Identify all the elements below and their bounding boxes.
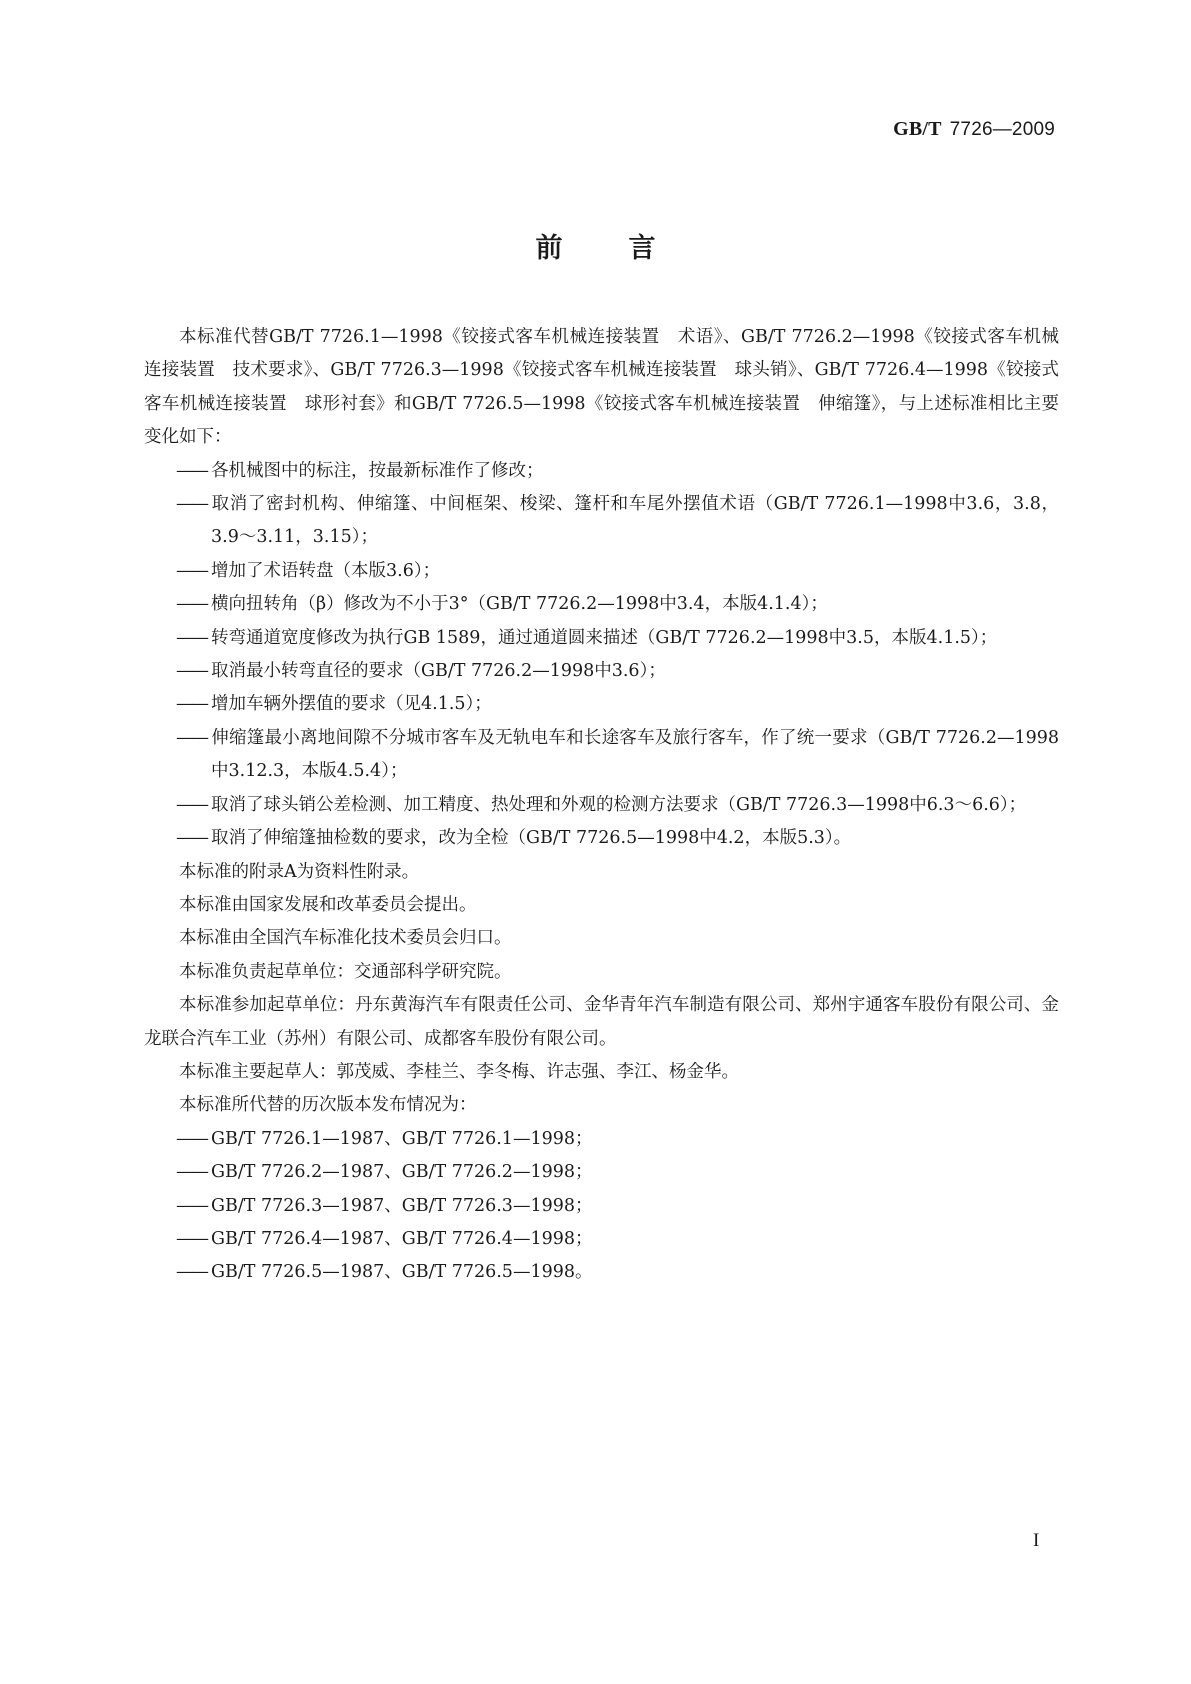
history-intro: 本标准所代替的历次版本发布情况为： xyxy=(179,1095,477,1116)
history-text: GB/T 7726.1—1987、GB/T 7726.1—1998； xyxy=(211,1128,593,1149)
history-item xyxy=(144,1256,1059,1289)
history-item xyxy=(144,1190,1059,1223)
change-text: 各机械图中的标注，按最新标准作了修改； xyxy=(211,460,544,481)
page-title xyxy=(0,226,1191,265)
dash-marker: —— xyxy=(176,828,207,849)
change-item xyxy=(144,789,1059,822)
change-text: 转弯通道宽度修改为执行GB 1589，通过通道圆来描述（GB/T 7726.2—1998中3.5，本版4.1.5）； xyxy=(211,627,998,648)
history-item xyxy=(144,1156,1059,1189)
dash-marker: —— xyxy=(176,1128,207,1149)
change-text: 伸缩篷最小离地间隙不分城市客车及无轨电车和长途客车及旅行客车，作了统一要求（GB/T 7726.2—1998中3.12.3，本版4.5.4）； xyxy=(211,727,1059,782)
change-item xyxy=(144,555,1059,588)
dash-marker: —— xyxy=(176,1262,207,1283)
title-char-1: 前 xyxy=(535,233,563,264)
dash-marker: —— xyxy=(176,1228,207,1249)
history-text: GB/T 7726.2—1987、GB/T 7726.2—1998； xyxy=(211,1162,593,1183)
proposer-statement: 本标准由国家发展和改革委员会提出。 xyxy=(179,894,477,915)
standard-number: 7726—2009 xyxy=(949,119,1055,140)
change-item xyxy=(144,588,1059,621)
change-text: 增加了术语转盘（本版3.6）； xyxy=(211,560,441,581)
history-item xyxy=(144,1123,1059,1156)
change-text: 增加车辆外摆值的要求（见4.1.5）； xyxy=(211,694,492,715)
dash-marker: —— xyxy=(176,460,207,481)
changes-list xyxy=(144,455,1059,856)
change-item xyxy=(144,455,1059,488)
participating-drafters-statement: 本标准参加起草单位：丹东黄海汽车有限责任公司、金华青年汽车制造有限公司、郑州宇通客车股份有限公司、金龙联合汽车工业（苏州）有限公司、成都客车股份有限公司。 xyxy=(144,995,1059,1049)
dash-marker: —— xyxy=(176,661,207,682)
dash-marker: —— xyxy=(176,1162,207,1183)
annex-statement: 本标准的附录A为资料性附录。 xyxy=(179,861,420,882)
committee-statement: 本标准由全国汽车标准化技术委员会归口。 xyxy=(179,928,512,949)
page-number: I xyxy=(1033,1530,1040,1551)
history-item xyxy=(144,1223,1059,1256)
history-list xyxy=(144,1123,1059,1290)
dash-marker: —— xyxy=(176,794,207,815)
change-item xyxy=(144,822,1059,855)
change-text: 取消了球头销公差检测、加工精度、热处理和外观的检测方法要求（GB/T 7726.3—1998中6.3～6.6）； xyxy=(211,794,1027,815)
change-text: 取消了密封机构、伸缩篷、中间框架、梭梁、篷杆和车尾外摆值术语（GB/T 7726.1—1998中3.6，3.8，3.9～3.11，3.15）； xyxy=(211,494,1059,548)
change-item xyxy=(144,488,1059,555)
main-drafters-statement: 本标准主要起草人：郭茂威、李桂兰、李冬梅、许志强、李江、杨金华。 xyxy=(179,1061,739,1082)
standard-prefix: GB/T xyxy=(893,118,942,140)
change-item xyxy=(144,722,1059,789)
foreword-body xyxy=(144,321,1059,1290)
title-char-2: 言 xyxy=(628,233,656,264)
dash-marker: —— xyxy=(176,627,207,648)
dash-marker: —— xyxy=(176,727,207,748)
history-text: GB/T 7726.5—1987、GB/T 7726.5—1998。 xyxy=(211,1262,593,1283)
change-text: 横向扭转角（β）修改为不小于3°（GB/T 7726.2—1998中3.4，本版4.1.4）； xyxy=(211,594,828,615)
change-item xyxy=(144,622,1059,655)
change-item xyxy=(144,688,1059,721)
dash-marker: —— xyxy=(176,694,207,715)
history-text: GB/T 7726.4—1987、GB/T 7726.4—1998； xyxy=(211,1228,593,1249)
change-item xyxy=(144,655,1059,688)
change-text: 取消最小转弯直径的要求（GB/T 7726.2—1998中3.6）； xyxy=(211,661,666,682)
change-text: 取消了伸缩篷抽检数的要求，改为全检（GB/T 7726.5—1998中4.2，本版5.3）。 xyxy=(211,828,852,849)
dash-marker: —— xyxy=(176,1195,207,1216)
standard-code-header xyxy=(893,118,1055,141)
intro-paragraph: 本标准代替GB/T 7726.1—1998《铰接式客车机械连接装置 术语》、GB/T 7726.2—1998《铰接式客车机械连接装置 技术要求》、GB/T 7726.3—1998《铰接式客车机械连接装置 球头销》、GB/T 7726.4—1998《铰接式客车机械连接装置 球形衬套》和GB/T 7726.5—1998《铰接式客车机械连接装置 伸缩篷》，与上述标准相比主要变化如下： xyxy=(144,327,1059,448)
history-text: GB/T 7726.3—1987、GB/T 7726.3—1998； xyxy=(211,1195,593,1216)
dash-marker: —— xyxy=(176,594,207,615)
dash-marker: —— xyxy=(176,494,207,515)
dash-marker: —— xyxy=(176,560,207,581)
lead-drafter-statement: 本标准负责起草单位：交通部科学研究院。 xyxy=(179,961,512,982)
